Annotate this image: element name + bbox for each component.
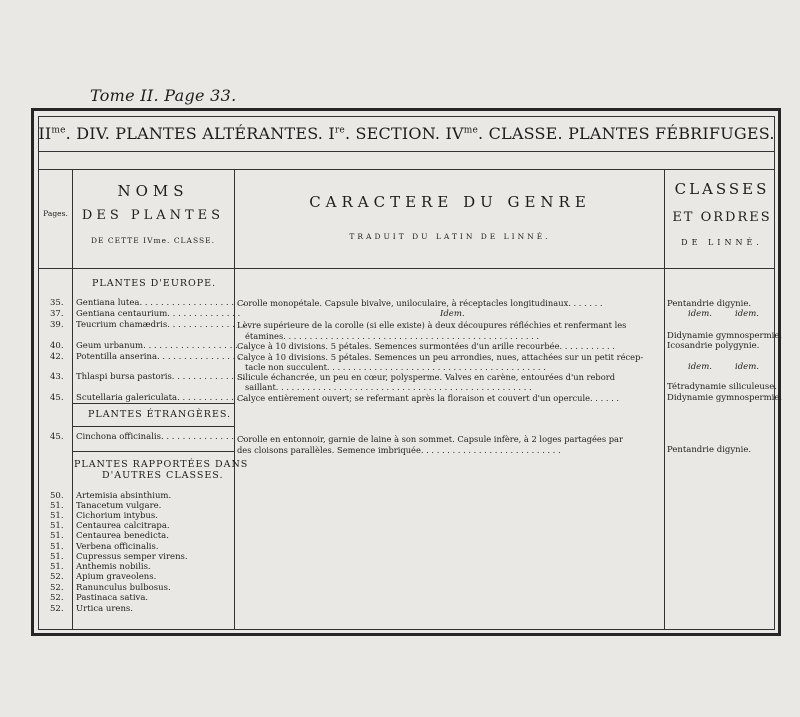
div-text: . DIV. PLANTES ALTÉRANTES. I	[65, 124, 335, 143]
row-plant-name: Tanacetum vulgare.	[76, 501, 162, 511]
row-page: 51.	[50, 501, 64, 511]
header-caractere: CARACTERE DU GENRE	[309, 193, 591, 211]
section-text: . SECTION. IV	[344, 124, 464, 143]
row-plant-name: Urtica urens.	[76, 604, 133, 614]
genre-description: Corolle en entonnoir, garnie de laine à son sommet. Capsule infère, à 2 loges partagées par	[237, 434, 623, 444]
genre-description: Calyce à 10 divisions. 5 pétales. Semences un peu arrondies, nues, attachées sur un petit récep-	[237, 352, 644, 362]
row-page: 43.	[50, 372, 64, 382]
row-page: 45.	[50, 393, 64, 403]
genre-description: saillant. . . . . . . . . . . . . . . . . . . . . . . . . . . . . . . . . . . . . . . . . . . . . . . . .	[245, 382, 532, 392]
row-page: 42.	[50, 352, 64, 362]
column-divider-classes	[664, 169, 665, 630]
header-classes: CLASSES	[674, 180, 770, 198]
genre-description: Lèvre supérieure de la corolle (si elle existe) à deux découpures réfléchies et renfermant les	[237, 320, 627, 330]
row-plant-name: Ranunculus bulbosus.	[76, 583, 171, 593]
row-page: 52.	[50, 593, 64, 603]
genre-description: étamines. . . . . . . . . . . . . . . . . . . . . . . . . . . . . . . . . . . . . . . . . . . . . . . . .	[245, 331, 540, 341]
row-plant-name: Verbena officinalis.	[76, 542, 159, 552]
section-etrangeres: PLANTES ÉTRANGÈRES.	[88, 409, 232, 420]
row-plant-name: Apium graveolens.	[76, 572, 157, 582]
row-plant-name: Potentilla anserina. . . . . . . . . . . . . . . .	[76, 352, 241, 362]
row-page: 51.	[50, 562, 64, 572]
section-rapportees-line2: D'AUTRES CLASSES.	[102, 470, 224, 481]
header-pages: Pages.	[43, 209, 68, 218]
row-plant-name: Scutellaria galericulata. . . . . . . . . . . . .	[76, 393, 245, 403]
table-title	[38, 124, 775, 143]
header-et-ordres: ET ORDRES	[672, 210, 772, 225]
row-page: 37.	[50, 309, 64, 319]
row-plant-name: Gentiana lutea. . . . . . . . . . . . . . . . . . . .	[76, 298, 245, 308]
div-number: II	[38, 124, 52, 143]
row-page: 51.	[50, 542, 64, 552]
section-europe: PLANTES D'EUROPE.	[92, 278, 217, 289]
row-page: 51.	[50, 511, 64, 521]
row-plant-name: Centaurea benedicta.	[76, 531, 169, 541]
row-page: 40.	[50, 341, 64, 351]
linne-idem: idem.	[735, 309, 759, 319]
header-de-cette-classe: DE CETTE IVme. CLASSE.	[91, 236, 215, 245]
page-header: Tome II. Page 33.	[90, 86, 237, 105]
genre-idem: Idem.	[440, 309, 465, 319]
header-noms: NOMS	[117, 182, 189, 200]
classe-sup: me	[463, 125, 478, 136]
row-page: 50.	[50, 491, 64, 501]
linne-class: Pentandrie digynie.	[667, 445, 752, 455]
row-plant-name: Cinchona officinalis. . . . . . . . . . . . . . . .	[76, 432, 245, 442]
section-sup: re	[334, 125, 345, 136]
header-traduit: TRADUIT DU LATIN DE LINNÉ.	[349, 232, 551, 241]
title-divider	[38, 151, 775, 152]
linne-class: Pentandrie digynie.	[667, 299, 752, 309]
header-des-plantes: DES PLANTES	[81, 208, 225, 223]
row-page: 52.	[50, 572, 64, 582]
linne-idem: idem.	[688, 362, 712, 372]
div-sup: me	[51, 125, 66, 136]
etrangeres-section-divider	[72, 426, 234, 427]
linne-class: Didynamie gymnospermie.	[667, 331, 783, 341]
linne-idem: idem.	[735, 362, 759, 372]
row-page: 35.	[50, 298, 64, 308]
row-page: 45.	[50, 432, 64, 442]
section-rapportees-line1: PLANTES RAPPORTÉES DANS	[74, 459, 249, 470]
genre-description: Calyce entièrement ouvert; se refermant après la floraison et couvert d'un opercule. . . . . .	[237, 393, 620, 403]
row-page: 52.	[50, 583, 64, 593]
genre-description: Calyce à 10 divisions. 5 pétales. Semences surmontées d'un arille recourbée. . . . . . . . . . .	[237, 341, 615, 351]
row-plant-name: Cichorium intybus.	[76, 511, 158, 521]
cinchona-divider	[72, 451, 234, 452]
europe-section-divider	[72, 403, 234, 404]
classe-text: . CLASSE. PLANTES FÉBRIFUGES.	[478, 124, 775, 143]
row-page: 51.	[50, 531, 64, 541]
row-plant-name: Gentiana centaurium. . . . . . . . . . . . . .	[76, 309, 241, 319]
row-page: 51.	[50, 552, 64, 562]
row-plant-name: Cupressus semper virens.	[76, 552, 188, 562]
linne-class: Tétradynamie siliculeuse.	[667, 382, 777, 392]
row-plant-name: Thlaspi bursa pastoris. . . . . . . . . . . . . .	[76, 372, 245, 382]
row-plant-name: Anthemis nobilis.	[76, 562, 151, 572]
header-de-linne: DE LINNÉ.	[681, 238, 763, 247]
row-plant-name: Geum urbanum. . . . . . . . . . . . . . . . . . . . .	[76, 341, 254, 351]
row-plant-name: Pastinaca sativa.	[76, 593, 149, 603]
linne-class: Didynamie gymnospermie.	[667, 393, 783, 403]
genre-description: des cloisons parallèles. Semence imbriquée. . . . . . . . . . . . . . . . . . . . . . . . . . .	[237, 445, 561, 455]
row-plant-name: Teucrium chamædris. . . . . . . . . . . . . . .	[76, 320, 246, 330]
linne-class: Icosandrie polygynie.	[667, 341, 760, 351]
genre-description: Corolle monopétale. Capsule bivalve, uniloculaire, à réceptacles longitudinaux. . . . . . .	[237, 298, 603, 308]
genre-description: tacle non succulent. . . . . . . . . . . . . . . . . . . . . . . . . . . . . . . . . . . . . . . . . .	[245, 362, 546, 372]
row-page: 51.	[50, 521, 64, 531]
linne-idem: idem.	[688, 309, 712, 319]
row-plant-name: Centaurea calcitrapa.	[76, 521, 170, 531]
row-page: 52.	[50, 604, 64, 614]
genre-description: Silicule échancrée, un peu en cœur, polysperme. Valves en carène, entourées d'un rebord	[237, 372, 616, 382]
row-plant-name: Artemisia absinthium.	[76, 491, 172, 501]
row-page: 39.	[50, 320, 64, 330]
